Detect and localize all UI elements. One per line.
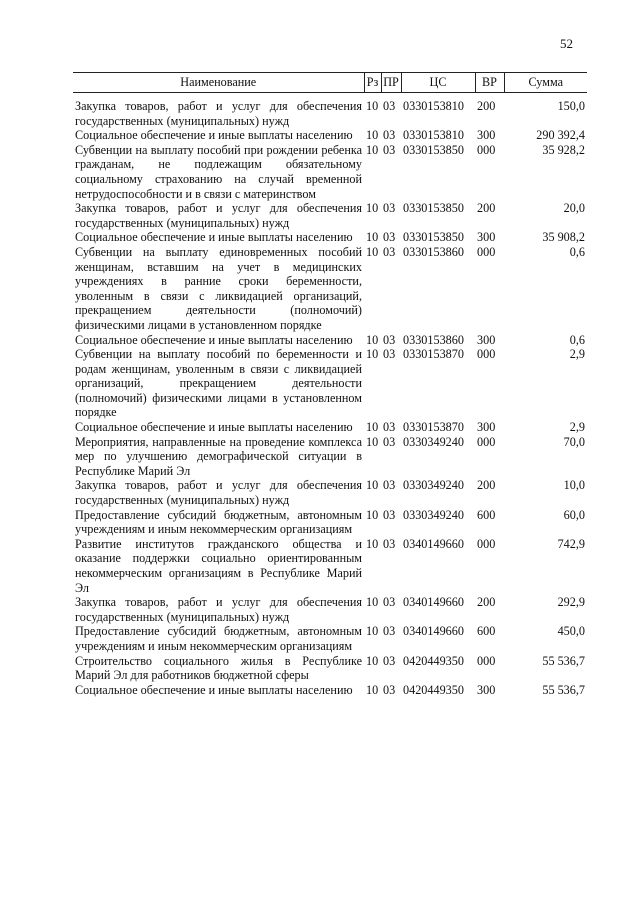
cell-vr: 200: [477, 201, 496, 216]
table-row: [73, 595, 587, 624]
cell-pr: 03: [383, 434, 396, 449]
cell-pr: 03: [383, 230, 396, 245]
cell-cs: 0330349240: [403, 434, 464, 449]
budget-table: [73, 72, 587, 697]
table-row: [73, 537, 587, 595]
cell-cs: 0330153850: [403, 142, 464, 157]
header-pr: ПР: [381, 73, 401, 93]
cell-pr: 03: [383, 128, 396, 143]
cell-rz: 10: [366, 332, 379, 347]
cell-name: Предоставление субсидий бюджетным, автономным учреждениям и иным некоммерческим организациям: [75, 624, 362, 653]
table-row: [73, 420, 587, 435]
table-row: [73, 143, 587, 201]
cell-cs: 0330153860: [403, 332, 464, 347]
cell-cs: 0330153850: [403, 201, 464, 216]
table-row: [73, 245, 587, 333]
cell-pr: 03: [383, 244, 396, 259]
cell-vr: 300: [477, 332, 496, 347]
cell-cs: 0330153870: [403, 347, 464, 362]
cell-sum: 292,9: [557, 595, 585, 610]
header-name: Наименование: [73, 73, 364, 93]
page-number: 52: [560, 36, 573, 51]
cell-cs: 0330349240: [403, 478, 464, 493]
cell-pr: 03: [383, 332, 396, 347]
cell-vr: 300: [477, 682, 496, 697]
table-row: [73, 93, 587, 129]
cell-sum: 55 536,7: [542, 682, 585, 697]
cell-cs: 0330153810: [403, 99, 464, 113]
cell-rz: 10: [366, 595, 379, 610]
cell-name: Субвенции на выплату единовременных пособий женщинам, вставшим на учет в медицинских учреждениях в ранние сроки беременности, уволенным в связи с ликвидацией организаций, прекращением деятельности (полномочий) физическими лицами в установленном порядке: [75, 244, 362, 332]
cell-pr: 03: [383, 682, 396, 697]
cell-sum: 35 928,2: [542, 142, 585, 157]
cell-vr: 000: [477, 244, 496, 259]
table-row: [73, 683, 587, 698]
cell-sum: 150,0: [557, 99, 585, 113]
header-row: [73, 73, 587, 93]
cell-cs: 0340149660: [403, 624, 464, 639]
cell-cs: 0420449350: [403, 653, 464, 668]
cell-name: Социальное обеспечение и иные выплаты населению: [75, 230, 353, 245]
cell-name: Мероприятия, направленные на проведение комплекса мер по улучшению демографической ситуации в Республике Марий Эл: [75, 434, 362, 478]
cell-vr: 000: [477, 142, 496, 157]
cell-vr: 600: [477, 624, 496, 639]
table-row: [73, 508, 587, 537]
cell-rz: 10: [366, 142, 379, 157]
cell-name: Социальное обеспечение и иные выплаты населению: [75, 420, 353, 435]
cell-rz: 10: [366, 128, 379, 143]
cell-name: Субвенции на выплату пособий при рождении ребенка гражданам, не подлежащим обязательному социальному страхованию на случай временной нетрудоспособности и в связи с материнством: [75, 142, 362, 201]
cell-pr: 03: [383, 595, 396, 610]
cell-name: Закупка товаров, работ и услуг для обеспечения государственных (муниципальных) нужд: [75, 99, 362, 128]
header-vr: ВР: [475, 73, 504, 93]
header-sum: Сумма: [504, 73, 587, 93]
cell-sum: 10,0: [563, 478, 585, 493]
cell-pr: 03: [383, 478, 396, 493]
cell-rz: 10: [366, 653, 379, 668]
cell-name: Социальное обеспечение и иные выплаты населению: [75, 682, 353, 697]
table-row: [73, 654, 587, 683]
cell-rz: 10: [366, 230, 379, 245]
cell-cs: 0420449350: [403, 682, 464, 697]
cell-vr: 000: [477, 536, 496, 551]
table-header: [73, 73, 587, 93]
cell-sum: 290 392,4: [536, 128, 585, 143]
cell-pr: 03: [383, 420, 396, 435]
table-body: [73, 93, 587, 698]
cell-pr: 03: [383, 624, 396, 639]
cell-cs: 0340149660: [403, 595, 464, 610]
cell-pr: 03: [383, 201, 396, 216]
cell-name: Закупка товаров, работ и услуг для обеспечения государственных (муниципальных) нужд: [75, 478, 362, 508]
table-row: [73, 230, 587, 245]
header-cs: ЦС: [401, 73, 475, 93]
cell-pr: 03: [383, 536, 396, 551]
cell-vr: 000: [477, 434, 496, 449]
table-row: [73, 347, 587, 420]
cell-rz: 10: [366, 201, 379, 216]
cell-rz: 10: [366, 434, 379, 449]
cell-sum: 70,0: [563, 434, 585, 449]
cell-cs: 0330153810: [403, 128, 464, 143]
cell-sum: 0,6: [569, 244, 585, 259]
cell-cs: 0340149660: [403, 536, 464, 551]
cell-rz: 10: [366, 478, 379, 493]
cell-cs: 0330349240: [403, 507, 464, 522]
cell-name: Предоставление субсидий бюджетным, автономным учреждениям и иным некоммерческим организациям: [75, 507, 362, 537]
cell-name: Строительство социального жилья в Республике Марий Эл для работников бюджетной сферы: [75, 653, 362, 683]
cell-vr: 200: [477, 99, 496, 113]
cell-sum: 55 536,7: [542, 653, 585, 668]
cell-pr: 03: [383, 99, 396, 113]
cell-name: Развитие институтов гражданского общества и оказание поддержки социально ориентированным некоммерческим организациям в Республике Марий Эл: [75, 536, 362, 595]
cell-pr: 03: [383, 507, 396, 522]
cell-pr: 03: [383, 347, 396, 362]
cell-sum: 0,6: [569, 332, 585, 347]
cell-sum: 20,0: [563, 201, 585, 216]
cell-rz: 10: [366, 99, 379, 113]
cell-cs: 0330153850: [403, 230, 464, 245]
cell-name: Закупка товаров, работ и услуг для обеспечения государственных (муниципальных) нужд: [75, 595, 362, 624]
cell-sum: 35 908,2: [542, 230, 585, 245]
cell-sum: 742,9: [557, 536, 585, 551]
cell-sum: 450,0: [557, 624, 585, 639]
cell-name: Социальное обеспечение и иные выплаты населению: [75, 332, 353, 347]
table-row: [73, 333, 587, 348]
cell-name: Социальное обеспечение и иные выплаты населению: [75, 128, 353, 143]
cell-rz: 10: [366, 682, 379, 697]
cell-sum: 2,9: [569, 347, 585, 362]
header-rz: Рз: [364, 73, 381, 93]
cell-rz: 10: [366, 624, 379, 639]
cell-name: Закупка товаров, работ и услуг для обеспечения государственных (муниципальных) нужд: [75, 201, 362, 230]
cell-rz: 10: [366, 347, 379, 362]
table-row: [73, 478, 587, 507]
cell-sum: 60,0: [563, 507, 585, 522]
cell-cs: 0330153860: [403, 244, 464, 259]
cell-vr: 200: [477, 595, 496, 610]
cell-rz: 10: [366, 536, 379, 551]
cell-name: Субвенции на выплату пособий по беременности и родам женщинам, уволенным в связи с ликвидацией организаций, прекращением деятельности (полномочий) физическими лицами в установленном порядке: [75, 347, 362, 420]
cell-rz: 10: [366, 244, 379, 259]
cell-vr: 000: [477, 347, 496, 362]
table-row: [73, 128, 587, 143]
cell-vr: 200: [477, 478, 496, 493]
cell-pr: 03: [383, 653, 396, 668]
cell-rz: 10: [366, 507, 379, 522]
cell-vr: 600: [477, 507, 496, 522]
cell-cs: 0330153870: [403, 420, 464, 435]
cell-sum: 2,9: [569, 420, 585, 435]
table-row: [73, 624, 587, 653]
table-row: [73, 201, 587, 230]
cell-rz: 10: [366, 420, 379, 435]
cell-vr: 000: [477, 653, 496, 668]
cell-pr: 03: [383, 142, 396, 157]
cell-vr: 300: [477, 128, 496, 143]
cell-vr: 300: [477, 420, 496, 435]
cell-vr: 300: [477, 230, 496, 245]
table-row: [73, 435, 587, 479]
